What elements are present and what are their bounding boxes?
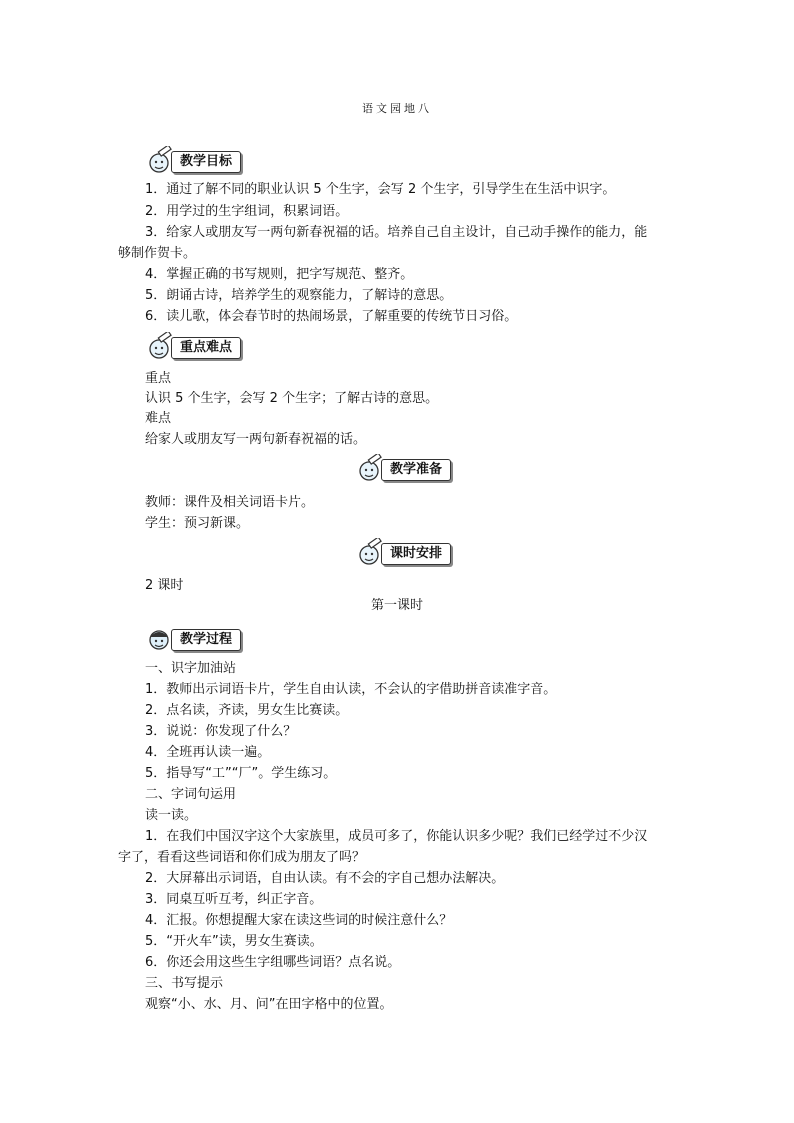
process-heading: 三、书写提示 — [145, 976, 224, 991]
difficulty-label: 难点 — [145, 411, 172, 426]
process-heading: 一、识字加油站 — [145, 661, 237, 676]
section-title-prep: 教学准备 — [381, 459, 451, 481]
process-step: 观察“小、水、月、问”在田字格中的位置。 — [145, 997, 393, 1012]
process-step: 2．点名读，齐读，男女生比赛读。 — [145, 703, 349, 718]
goal-line: 3．给家人或朋友写一两句新春祝福的话。培养自己自主设计，自己动手操作的能力，能 — [145, 225, 648, 240]
process-step: 5．“开火车”读，男女生赛读。 — [145, 934, 323, 949]
process-step: 1．在我们中国汉字这个大家族里，成员可多了，你能认识多少呢？我们已经学过不少汉 — [145, 829, 648, 844]
prep-student: 学生：预习新课。 — [145, 516, 250, 531]
goal-line: 2．用学过的生字组词，积累词语。 — [145, 204, 349, 219]
schedule-hours: 2 课时 — [145, 578, 184, 593]
difficulty-text: 给家人或朋友写一两句新春祝福的话。 — [145, 432, 367, 447]
section-title-schedule: 课时安排 — [381, 543, 451, 565]
section-title-process: 教学过程 — [171, 629, 241, 651]
keypoint-text: 认识 5 个生字，会写 2 个生字；了解古诗的意思。 — [145, 391, 439, 406]
process-step: 5．指导写“工”“厂”。学生练习。 — [145, 766, 337, 781]
process-step: 4．全班再认读一遍。 — [145, 745, 271, 760]
keypoint-label: 重点 — [145, 371, 172, 386]
goal-line: 5．朗诵古诗，培养学生的观察能力，了解诗的意思。 — [145, 288, 453, 303]
lesson-heading: 第一课时 — [370, 598, 423, 613]
goal-line: 6．读儿歌，体会春节时的热闹场景，了解重要的传统节日习俗。 — [145, 309, 518, 324]
page-title: 语文园地八 — [362, 102, 432, 115]
section-title-goals: 教学目标 — [171, 151, 241, 173]
process-step: 字了，看看这些词语和你们成为朋友了吗？ — [118, 850, 366, 865]
process-step: 2．大屏幕出示词语，自由认读。有不会的字自己想办法解决。 — [145, 871, 505, 886]
goal-line: 1．通过了解不同的职业认识 5 个生字，会写 2 个生字，引导学生在生活中识字。 — [145, 182, 616, 197]
process-heading: 二、字词句运用 — [145, 787, 237, 802]
prep-teacher: 教师：课件及相关词语卡片。 — [145, 495, 315, 510]
process-step: 4．汇报。你想提醒大家在读这些词的时候注意什么？ — [145, 913, 453, 928]
section-title-keypoints: 重点难点 — [171, 337, 241, 359]
process-step: 6．你还会用这些生字组哪些词语？点名说。 — [145, 955, 401, 970]
goal-line: 够制作贺卡。 — [118, 246, 197, 261]
process-step: 读一读。 — [145, 808, 198, 823]
process-step: 3．说说：你发现了什么？ — [145, 724, 297, 739]
goal-line: 4．掌握正确的书写规则，把字写规范、整齐。 — [145, 267, 414, 282]
process-step: 3．同桌互听互考，纠正字音。 — [145, 892, 323, 907]
process-step: 1．教师出示词语卡片，学生自由认读，不会认的字借助拼音读准字音。 — [145, 682, 557, 697]
